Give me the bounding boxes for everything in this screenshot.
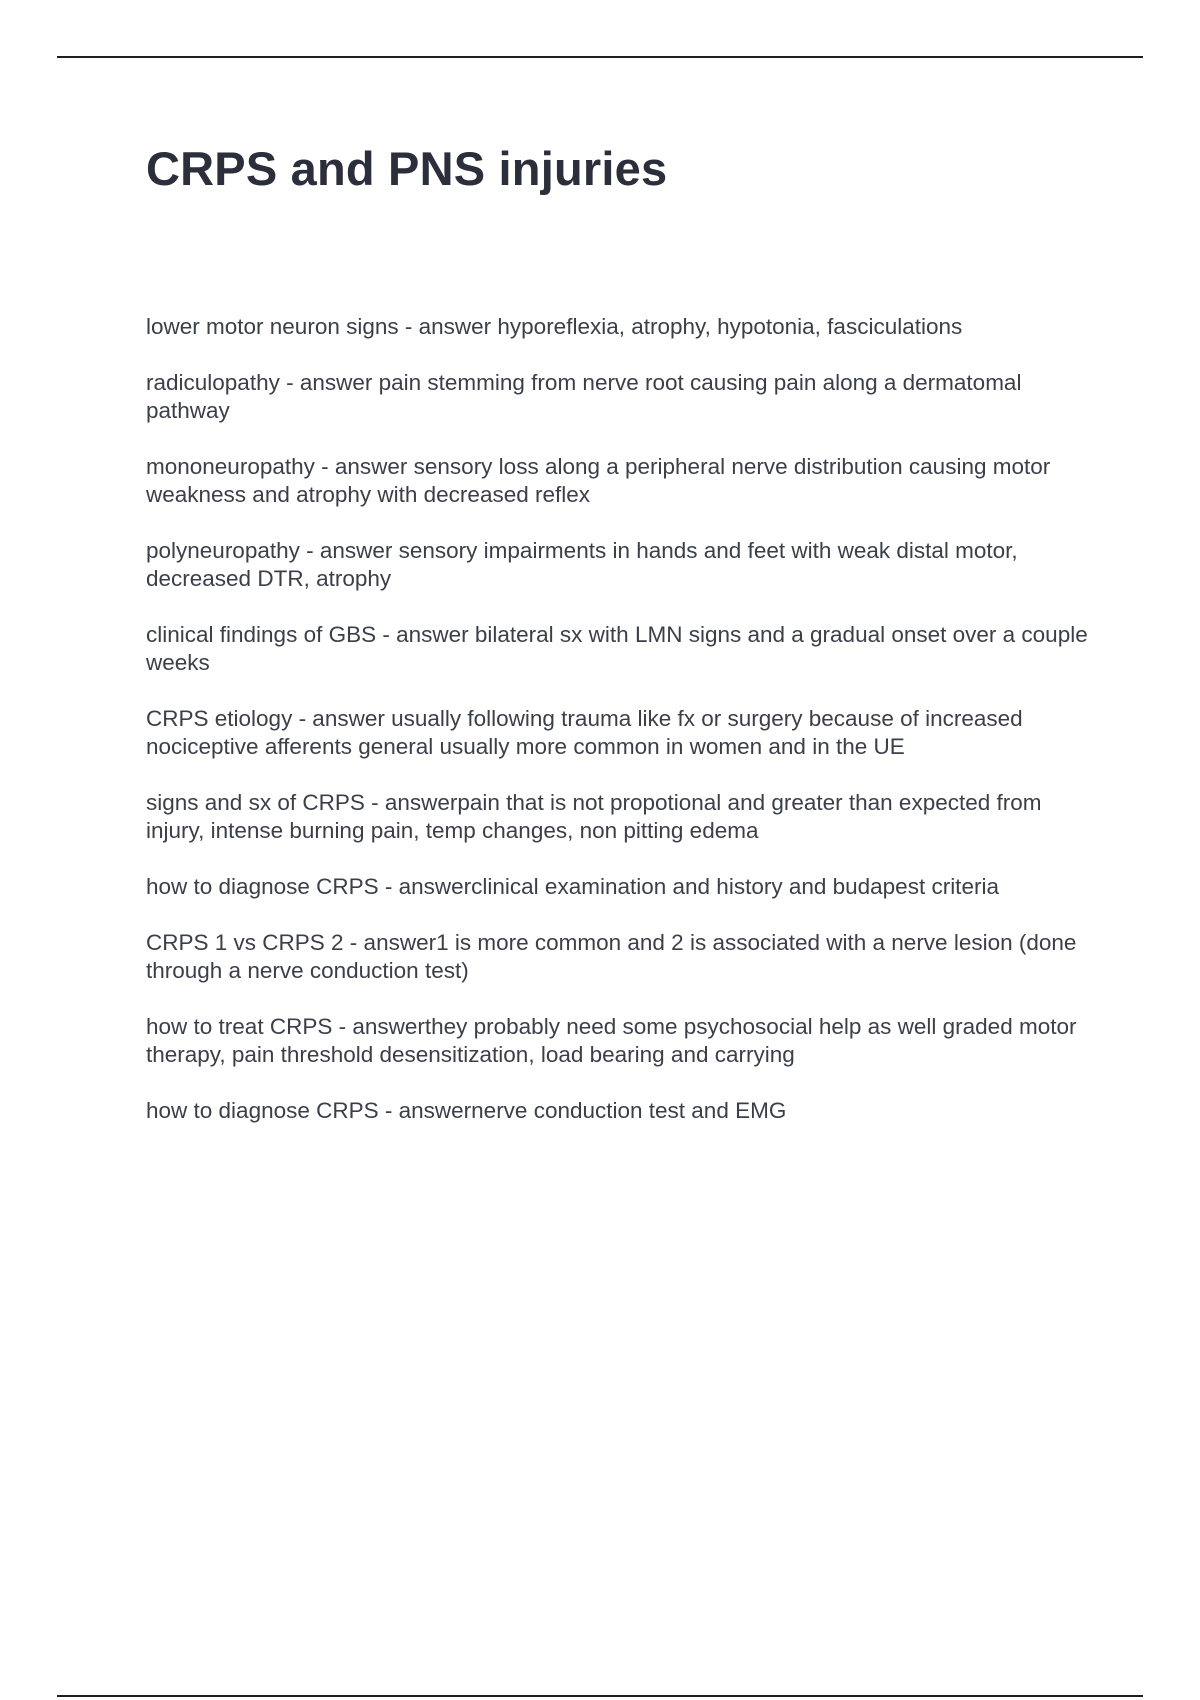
qa-list [146, 313, 1096, 1153]
page-title: CRPS and PNS injuries [146, 142, 668, 195]
qa-item: polyneuropathy - answer sensory impairments in hands and feet with weak distal motor, decreased DTR, atrophy [146, 538, 1018, 591]
bottom-rule [57, 1695, 1143, 1697]
qa-item: how to diagnose CRPS - answernerve conduction test and EMG [146, 1098, 787, 1123]
top-rule [57, 56, 1143, 58]
qa-item: how to treat CRPS - answerthey probably need some psychosocial help as well graded motor therapy, pain threshold desensitization, load bearing and carrying [146, 1014, 1077, 1067]
qa-item: mononeuropathy - answer sensory loss along a peripheral nerve distribution causing motor weakness and atrophy with decreased reflex [146, 454, 1051, 507]
qa-item: lower motor neuron signs - answer hyporeflexia, atrophy, hypotonia, fasciculations [146, 314, 963, 339]
qa-item: CRPS 1 vs CRPS 2 - answer1 is more common and 2 is associated with a nerve lesion (done through a nerve conduction test) [146, 930, 1077, 983]
qa-item: clinical findings of GBS - answer bilateral sx with LMN signs and a gradual onset over a couple weeks [146, 622, 1088, 675]
qa-item: signs and sx of CRPS - answerpain that is not propotional and greater than expected from injury, intense burning pain, temp changes, non pitting edema [146, 790, 1042, 843]
qa-item: CRPS etiology - answer usually following trauma like fx or surgery because of increased nociceptive afferents general usually more common in women and in the UE [146, 706, 1023, 759]
qa-item: how to diagnose CRPS - answerclinical examination and history and budapest criteria [146, 874, 999, 899]
qa-item: radiculopathy - answer pain stemming from nerve root causing pain along a dermatomal pathway [146, 370, 1022, 423]
